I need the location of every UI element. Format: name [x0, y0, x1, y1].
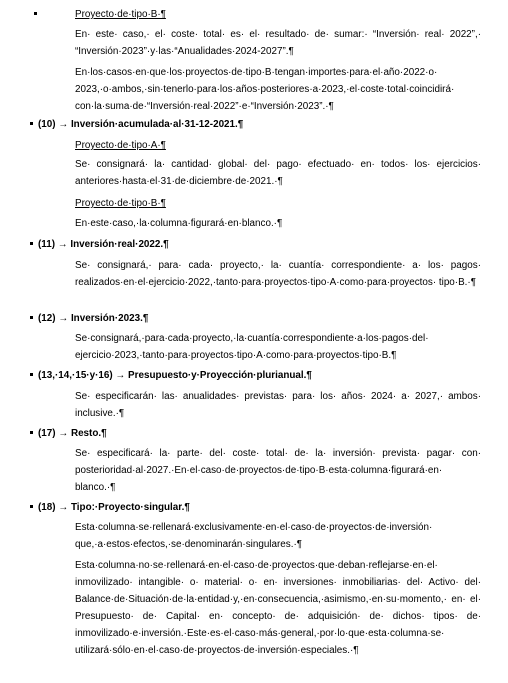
section-heading-13-16 [38, 367, 312, 384]
subheading-tipo-b: Proyecto·de·tipo·B·¶ [75, 9, 166, 20]
paragraph-presupuesto-plurianual: Se· especificarán· las· anualidades· previstas· para· los· años· 2024· a· 2027,· ambos· inclusive.·¶ [75, 391, 481, 419]
paragraph-mark [30, 505, 33, 508]
paragraph-mark [30, 122, 33, 125]
section-title: Inversión·real·2022.¶ [70, 239, 169, 250]
section-heading-18 [38, 499, 190, 516]
paragraph-resto: Se· especificará· la· parte· del· coste· total· de· la· inversión· prevista· pagar· con· posterioridad·al·2027.·En·el·caso·de·proyectos·de·tipo·B·esta·columna·figurará·en· blanco.·¶ [75, 448, 481, 493]
tab-arrow: → [58, 428, 69, 439]
section-title: Tipo:·Proyecto·singular.¶ [70, 502, 190, 513]
paragraph-mark [30, 431, 33, 434]
paragraph-inversion-acumulada-a: Se· consignará· la· cantidad· global· del· pago· efectuado· en· todos· los· ejercicios· anteriores·hasta·el·31·de·diciembre·de·2021.·¶ [75, 159, 481, 187]
paragraph-inversion-real-2022: Se· consignará,· para· cada· proyecto,· la· cuantía· correspondiente· a· los· pagos· realizados·en·el·ejercicio·2022,·tanto·para·proyectos·tipo·A·como·para·proyectos· tipo·B.·¶ [75, 260, 481, 288]
tab-arrow: → [115, 370, 126, 381]
paragraph-mark [30, 242, 33, 245]
section-title: Presupuesto·y·Proyección·plurianual.¶ [128, 370, 312, 381]
section-number: (11) [38, 239, 56, 250]
section-heading-17 [38, 425, 107, 442]
section-number: (12) [38, 313, 56, 324]
subheading-tipo-b: Proyecto·de·tipo·B·¶ [75, 198, 166, 209]
section-number: (10) [38, 119, 56, 130]
paragraph-proyecto-singular: Esta·columna·se·rellenará·exclusivamente·en·el·caso·de·proyectos·de·inversión· que,·a·estos·efectos,·se·denominarán·singulares.·¶ [75, 522, 433, 550]
paragraph-no-rellenara: Esta·columna·no·se·rellenará·en·el·caso·de·proyectos·que·deban·reflejarse·en·el· inmovilizado· intangible· o· material· o· en· inversiones· inmobiliarias· del· Activo· del· Balance·de·Situación·de·la·entidad·y,·en·consecuencia,·asimismo,·en·su·momento,· en· el· Presupuesto· de· Capital· en· concepto· de· adquisición· de· dichos· tipos· de· inmovilizado·e·inversión.·Este·es·el·caso·más·general,·por·lo·que·esta·columna·se· utilizará·sólo·en·el·caso·de·proyectos·de·inversión·especiales.·¶ [75, 560, 481, 656]
paragraph-inversion-acumulada-b: En·este·caso,·la·columna·figurará·en·blanco.·¶ [75, 218, 283, 229]
section-title: Inversión·2023.¶ [70, 313, 149, 324]
paragraph-mark [30, 373, 33, 376]
section-heading-10 [38, 116, 243, 133]
paragraph-inversion-2023: Se·consignará,·para·cada·proyecto,·la·cuantía·correspondiente·a·los·pagos·del· ejercicio·2023,·tanto·para·proyectos·tipo·A·como·para·proyectos·tipo·B.¶ [75, 333, 429, 361]
tab-arrow: → [58, 313, 69, 324]
section-title: Resto.¶ [70, 428, 107, 439]
tab-arrow: → [58, 502, 69, 513]
paragraph-mark [30, 316, 33, 319]
section-heading-11 [38, 236, 169, 253]
section-heading-12 [38, 310, 148, 327]
tab-arrow: → [58, 119, 69, 130]
paragraph-mark [34, 12, 37, 15]
section-number: (13,·14,·15·y·16) [38, 370, 113, 381]
paragraph-coste-total: En· este· caso,· el· coste· total· es· el· resultado· de· sumar:· “Inversión· real· 2022”,· “Inversión·2023”·y·las·“Anualidades·2024-2027”.¶ [75, 29, 481, 57]
section-number: (17) [38, 428, 56, 439]
section-title: Inversión·acumulada·al·31-12-2021.¶ [70, 119, 244, 130]
section-number: (18) [38, 502, 56, 513]
subheading-tipo-a: Proyecto·de·tipo·A·¶ [75, 140, 166, 151]
tab-arrow: → [57, 239, 68, 250]
paragraph-casos-tipo-b: En·los·casos·en·que·los·proyectos·de·tipo·B·tengan·importes·para·el·año·2022·o· 2023,·o·ambos,·sin·tenerlo·para·los·años·posteriores·a·2023,·el·coste·total·coincidirá· con·la·suma·de·“Inversión·real·2022”·e·“Inversión·2023”.·¶ [75, 67, 455, 112]
